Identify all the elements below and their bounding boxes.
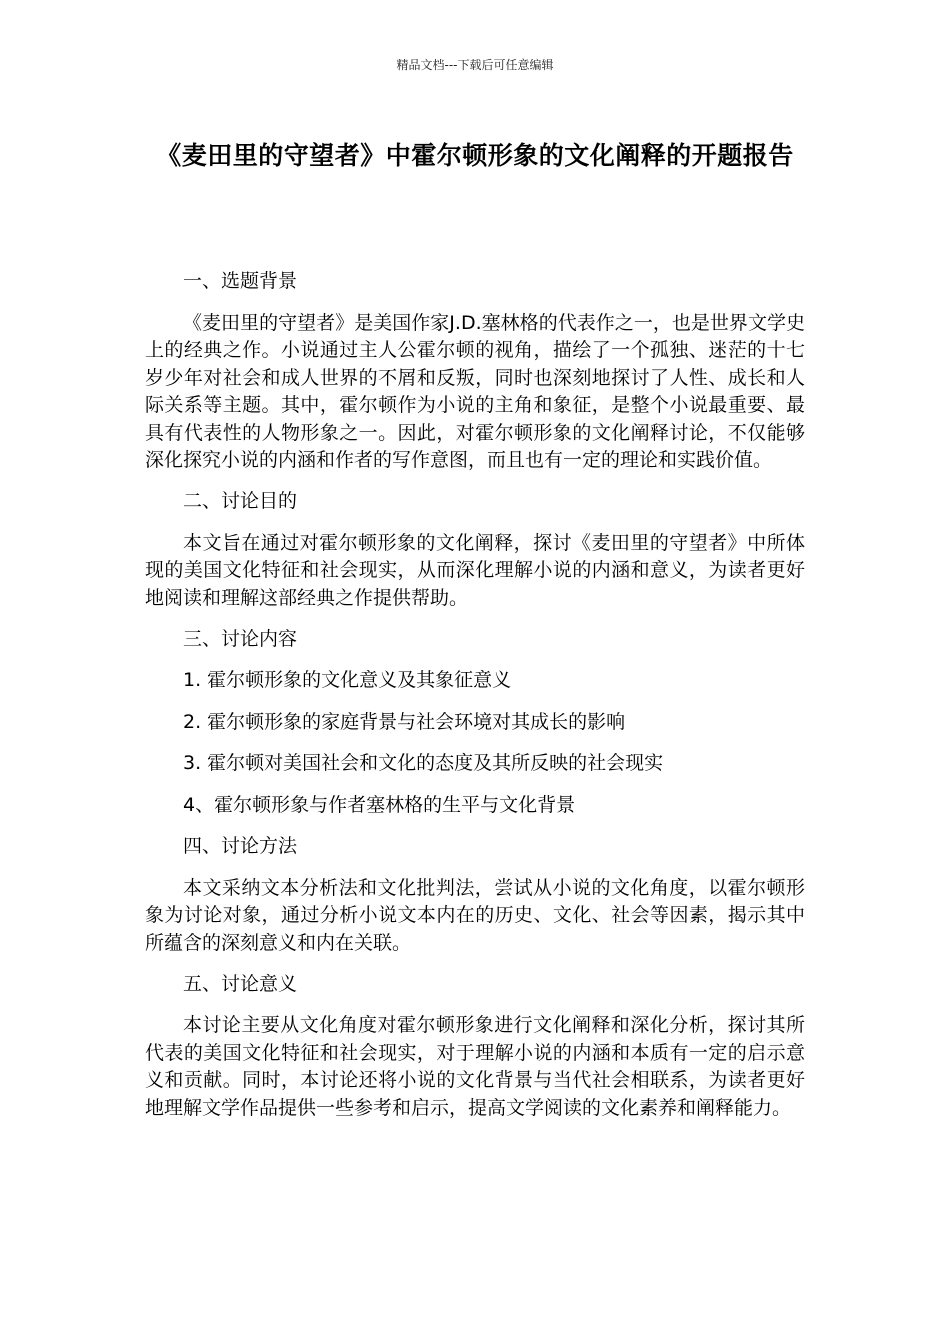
paragraph-background: 《麦田里的守望者》是美国作家J.D.塞林格的代表作之一，也是世界文学史上的经典之作。小说通过主人公霍尔顿的视角，描绘了一个孤独、迷茫的十七岁少年对社会和成人世界的不屑和反叛，同时也深刻地探讨了人性、成长和人际关系等主题。其中，霍尔顿作为小说的主角和象征，是整个小说最重要、最具有代表性的人物形象之一。因此，对霍尔顿形象的文化阐释讨论，不仅能够深化探究小说的内涵和作者的写作意图，而且也有一定的理论和实践价值。 bbox=[145, 311, 805, 471]
paragraph-purpose: 本文旨在通过对霍尔顿形象的文化阐释，探讨《麦田里的守望者》中所体现的美国文化特征和社会现实，从而深化理解小说的内涵和意义，为读者更好地阅读和理解这部经典之作提供帮助。 bbox=[145, 531, 805, 609]
document-title: 《麦田里的守望者》中霍尔顿形象的文化阐释的开题报告 bbox=[156, 141, 794, 170]
list-item: 2. 霍尔顿形象的家庭背景与社会环境对其成长的影响 bbox=[183, 710, 626, 733]
section-heading-content: 三、讨论内容 bbox=[183, 627, 298, 650]
section-heading-purpose: 二、讨论目的 bbox=[183, 490, 298, 512]
paragraph-method: 本文采纳文本分析法和文化批判法，尝试从小说的文化角度，以霍尔顿形象为讨论对象，通过分析小说文本内在的历史、文化、社会等因素，揭示其中所蕴含的深刻意义和内在关联。 bbox=[145, 876, 805, 954]
list-item: 1. 霍尔顿形象的文化意义及其象征意义 bbox=[183, 669, 512, 691]
section-heading-background: 一、选题背景 bbox=[183, 270, 298, 292]
section-heading-method: 四、讨论方法 bbox=[183, 835, 298, 857]
section-heading-significance: 五、讨论意义 bbox=[183, 972, 298, 995]
list-item: 3. 霍尔顿对美国社会和文化的态度及其所反映的社会现实 bbox=[183, 752, 664, 774]
document-body bbox=[145, 268, 805, 1136]
list-item: 4、霍尔顿形象与作者塞林格的生平与文化背景 bbox=[183, 793, 576, 816]
paragraph-significance: 本讨论主要从文化角度对霍尔顿形象进行文化阐释和深化分析，探讨其所代表的美国文化特征和社会现实，对于理解小说的内涵和本质有一定的启示意义和贡献。同时，本讨论还将小说的文化背景与当代社会相联系，为读者更好地理解文学作品提供一些参考和启示，提高文学阅读的文化素养和阐释能力。 bbox=[145, 1014, 805, 1119]
page-header: 精品文档---下载后可任意编辑 bbox=[396, 58, 554, 72]
